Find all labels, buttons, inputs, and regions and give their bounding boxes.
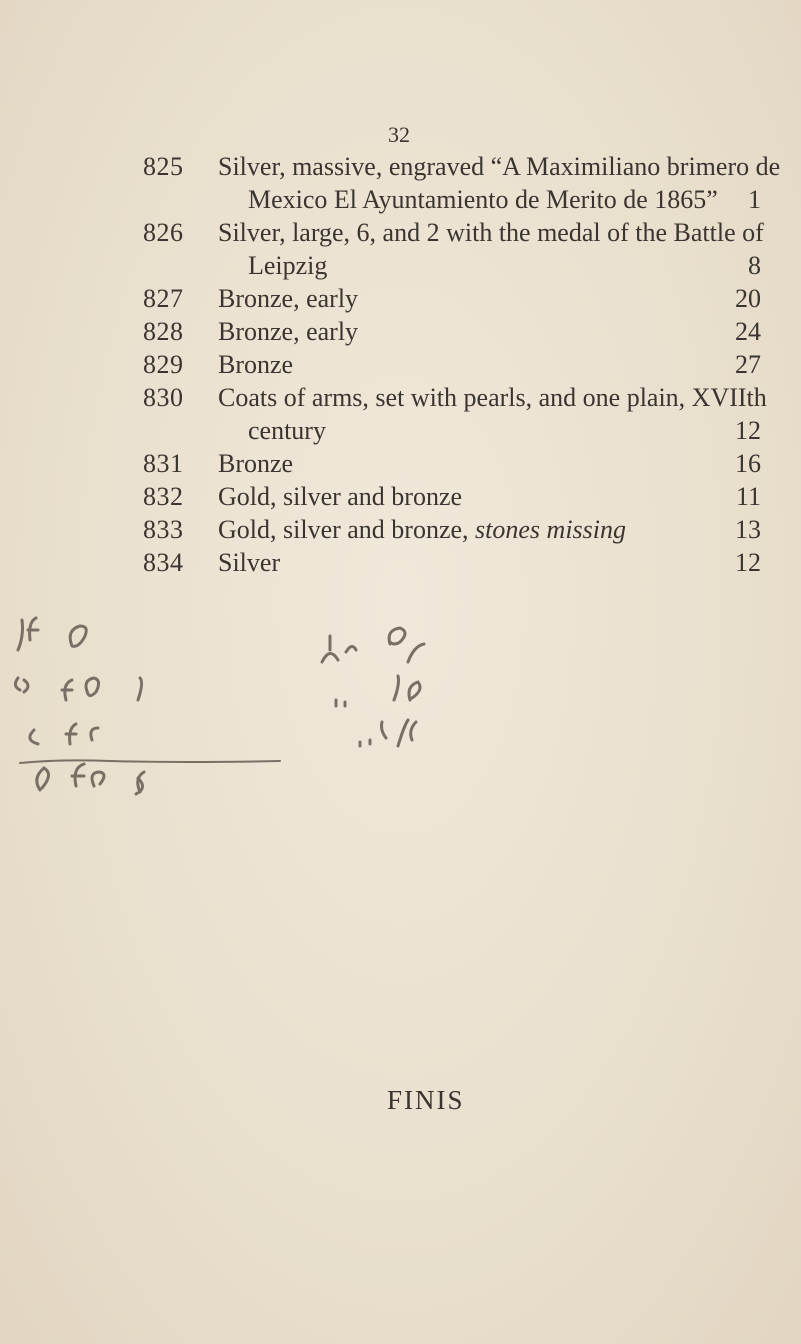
lot-number: 830 — [143, 383, 184, 412]
lot-quantity: 8 — [748, 251, 761, 280]
lot-description: Gold, silver and bronze, — [218, 515, 469, 544]
lot-description: Silver — [218, 548, 281, 577]
lot-number: 834 — [143, 548, 184, 577]
lot-number: 832 — [143, 482, 184, 511]
lot-quantity: 12 — [735, 548, 761, 577]
lot-quantity: 24 — [735, 317, 761, 346]
lot-quantity: 20 — [735, 284, 761, 313]
lot-number: 829 — [143, 350, 184, 379]
lot-description: Bronze — [218, 350, 294, 379]
page-number: 32 — [388, 122, 410, 147]
lot-quantity: 1 — [748, 185, 761, 214]
lot-description: Bronze — [218, 449, 294, 478]
lot-quantity: 11 — [735, 482, 761, 511]
lot-description: century — [248, 416, 326, 445]
lot-quantity: 16 — [735, 449, 761, 478]
lot-description: Leipzig — [248, 251, 328, 280]
lot-number: 826 — [143, 218, 184, 247]
lot-quantity: 13 — [735, 515, 761, 544]
lot-note: stones missing — [475, 515, 627, 544]
lot-quantity: 12 — [735, 416, 761, 445]
lot-description: Gold, silver and bronze — [218, 482, 463, 511]
lot-number: 825 — [143, 152, 184, 181]
lot-description: Bronze, early — [218, 284, 359, 313]
finis-text: FINIS — [387, 1085, 465, 1115]
lot-description: Silver, massive, engraved “A Maximiliano brimero de — [218, 152, 781, 181]
lot-description: Coats of arms, set with pearls, and one plain, XVIIth — [218, 383, 767, 412]
lot-description: Bronze, early — [218, 317, 359, 346]
lot-description: Mexico El Ayuntamiento de Merito de 1865” — [248, 185, 718, 214]
lot-number: 828 — [143, 317, 184, 346]
lot-quantity: 27 — [735, 350, 761, 379]
lot-description: Silver, large, 6, and 2 with the medal of the Battle of — [218, 218, 764, 247]
lot-number: 831 — [143, 449, 184, 478]
lot-number: 833 — [143, 515, 184, 544]
lot-number: 827 — [143, 284, 184, 313]
